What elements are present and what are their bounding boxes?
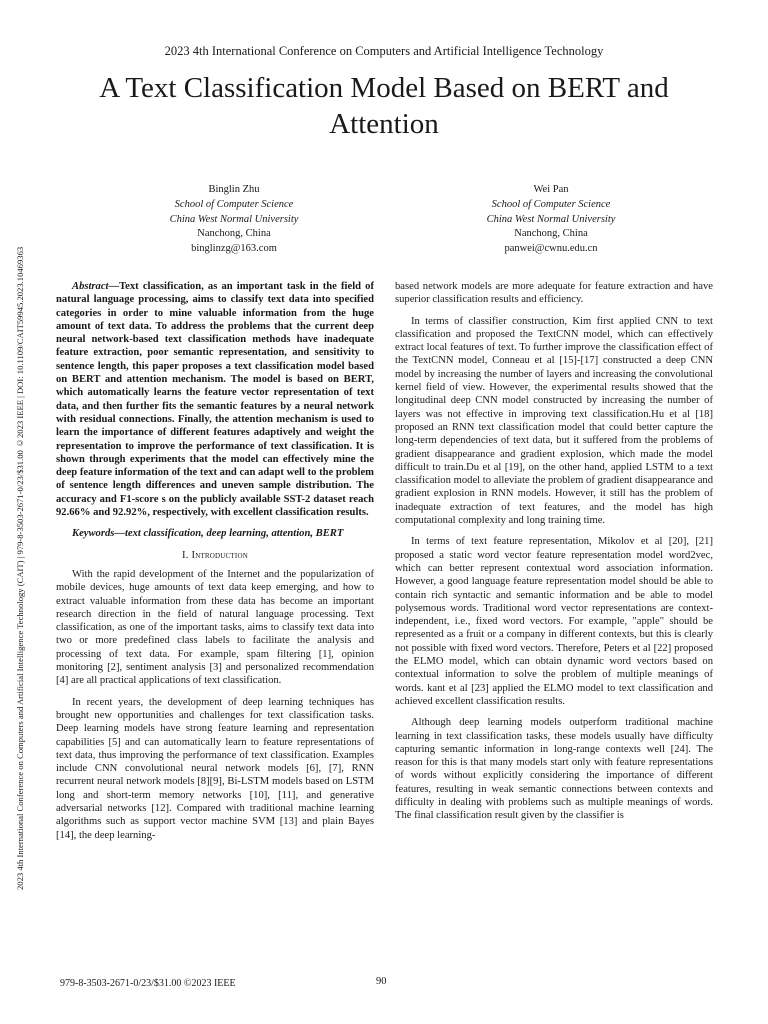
author-block-1 xyxy=(104,183,364,257)
paragraph: Although deep learning models outperform traditional machine learning in text classification tasks, these models usually have difficulty capturing semantic information in long-range contexts well [24]. The reason for this is that many models start only with feature representations of words without explicitly considering the importance of different features, resulting in weak semantic connections between contexts and difficulty in dealing with problems such as multiple meanings of words. The final classification result given by the classifier is xyxy=(395,717,713,822)
abstract xyxy=(56,280,374,519)
author-university: China West Normal University xyxy=(486,213,616,225)
author-city: Nanchong, China xyxy=(197,228,271,240)
author-email: panwei@cwnu.edu.cn xyxy=(504,243,598,255)
author-city: Nanchong, China xyxy=(514,228,588,240)
author-name: Binglin Zhu xyxy=(208,184,260,195)
abstract-text: Text classification, as an important task in the field of natural language processing, aims to classify text data into specified categories in order to mine valuable information from the huge amount of text data. To address the problems that the current deep neural network-based text classification methods have inadequate feature extraction, poor semantic representation, and sensitivity to sentence length, this paper proposes a text classification model based on BERT and attention mechanism. The model is based on BERT, which automatically learns the feature vector representation of text data, and then further fits the semantic features by a neural network with residual connections. Finally, the attention mechanism is used to learn the importance of different features adaptively and weight the representation to improve the performance of text classification. It is shown through experiments that the model can effectively mine the deep feature information of the text and can adapt well to the problem of sentence length differences and uneven sample distribution. The accuracy and F1-score s on the publicly available SST-2 dataset reach 92.66% and 92.92%, respectively, with excellent classification results. xyxy=(56,281,374,519)
author-university: China West Normal University xyxy=(169,213,299,225)
paragraph: In terms of text feature representation, Mikolov et al [20], [21] proposed a static word vector feature representation model word2vec, which can better represent contextual word association information. However, a good language feature representation model should be able to contain rich syntactic and semantic information and be able to model polysemous words. Traditional word vector representations are context-independent, i.e., fixed word vectors. For example, "apple" should be represented as a fruit or a company in different contexts, but this is clearly not possible with fixed word vectors. Therefore, Peters et al [22] proposed the ELMO model, which can obtain dynamic word vectors based on contextual information to solve the problem of multiple meanings of words. kant et al [23] applied the ELMO model to text classification and achieved excellent classification results. xyxy=(395,536,713,707)
paragraph: based network models are more adequate for feature extraction and have superior classification results and efficiency. xyxy=(395,281,713,306)
author-department: School of Computer Science xyxy=(174,198,294,210)
section-numeral: I. xyxy=(182,549,189,561)
side-strip-container xyxy=(13,128,27,890)
page-number: 90 xyxy=(376,976,387,987)
paper-title: A Text Classification Model Based on BERT and Attention xyxy=(99,72,669,140)
side-strip-citation: 2023 4th International Conference on Computers and Artificial Intelligence Technology (CAIT) | 979-8-3503-2671-0/23/$31.00 ©2023 IEEE | DOI: 10.1109/CAIT59945.2023.10469363 xyxy=(15,246,25,890)
left-column xyxy=(56,280,374,940)
section-heading-introduction xyxy=(56,549,374,562)
author-department: School of Computer Science xyxy=(491,198,611,210)
author-email: binglinzg@163.com xyxy=(191,243,277,255)
right-column xyxy=(395,280,713,940)
author-name: Wei Pan xyxy=(533,184,569,195)
paragraph: In recent years, the development of deep learning techniques has brought new opportunities and challenges for text classification tasks. Deep learning models have strong feature learning and representation capabilities [5] and can automatically learn to feature representations of text data, thus improving the performance of text classification. Examples include CNN convolutional neural network models [6], [7], RNN recurrent neural network models [8][9], Bi-LSTM models based on LSTM long and short-term memory networks [10], [11], and generative adversarial networks [12]. Compared with traditional machine learning algorithms such as support vector machine SVM [13] and plain Bayes [14], the deep learning- xyxy=(56,696,374,841)
paragraph: In terms of classifier construction, Kim first applied CNN to text classification and proposed the TextCNN model, which can effectively extract local features of text. To further improve the classification effect of the TextCNN model, Conneau et al [15]-[17] constructed a deep CNN model by increasing the number of layers and increasing the convolutional kernel field of view. However, the experimental results showed that the longitudinal deep CNN model constructed by increasing the number of layers was not effective in improving text classification.Hu et al [18] proposed an RNN text classification model that could better capture the long-term dependencies of text data, but it suffered from the problems of gradient disappearance and gradient explosion, which made the model difficult to train.Du et al [19], on the other hand, applied LSTM to a text classification model to alleviate the problem of gradient disappearance and gradient explosion in RNN models. However, it still has the problem of inadequate extraction of text features, and the model has high computational complexity and long training time. xyxy=(395,315,713,527)
paragraph: With the rapid development of the Internet and the popularization of mobile devices, huge amounts of text data keep emerging, and how to extract valuable information from these data has become an important research direction in the field of natural language processing. Text classification, as one of the important tasks, aims to classify text data into two or more predefined class labels to facilitate the analysis and processing of text data. For example, spam filtering [1], opinion monitoring [2], sentiment analysis [3] and personalized recommendation [4] are all practical applications of text classification. xyxy=(56,568,374,687)
keywords: Keywords—text classification, deep learning, attention, BERT xyxy=(72,528,344,540)
section-title: Introduction xyxy=(191,549,248,561)
conference-header: 2023 4th International Conference on Computers and Artificial Intelligence Technology xyxy=(164,44,604,58)
abstract-label: Abstract— xyxy=(72,281,120,292)
footer-isbn: 979-8-3503-2671-0/23/$31.00 ©2023 IEEE xyxy=(60,978,236,989)
author-block-2 xyxy=(421,183,681,257)
